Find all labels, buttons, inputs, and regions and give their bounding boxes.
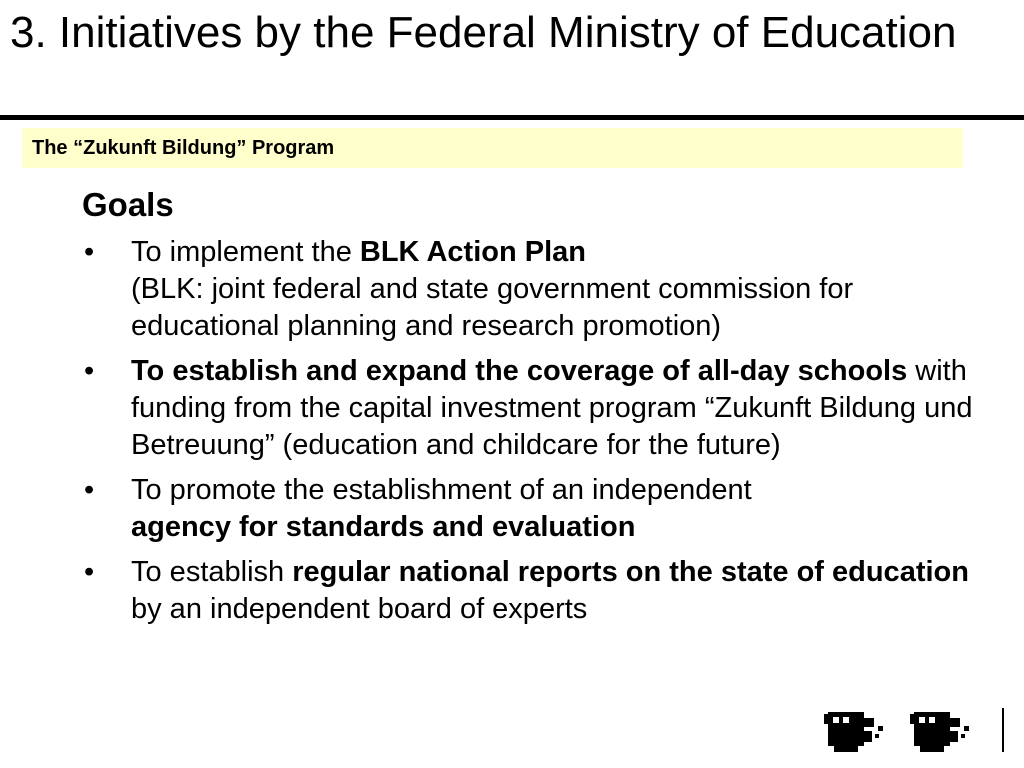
- program-subtitle-banner: [22, 128, 963, 168]
- goal-text: [131, 355, 972, 461]
- goal-text: [131, 556, 969, 625]
- goal-item-blk-action-plan: [82, 234, 1002, 345]
- goals-list: [82, 234, 1002, 636]
- goal-text-regular: by an independent board of experts: [131, 593, 588, 625]
- goal-text-regular: with funding from the capital investment program “Zukunft Bildung und Betreuung” (education and childcare for the future): [131, 355, 973, 461]
- goal-text-bold: To establish and expand the coverage of all-day schools: [131, 355, 908, 387]
- bullet-icon: •: [84, 236, 95, 268]
- goal-text-bold: agency for standards and evaluation: [131, 511, 636, 543]
- goals-heading: Goals: [82, 186, 174, 223]
- goal-text-regular: To promote the establishment of an independent: [131, 474, 752, 506]
- goal-item-national-reports: [82, 554, 1002, 628]
- double-profile-heads-logo-icon: [822, 700, 1012, 756]
- head-profile-left-icon: [824, 712, 883, 752]
- goal-text-note: (BLK: joint federal and state government commission for educational planning and research promotion): [131, 273, 854, 342]
- logo-divider: [1002, 708, 1004, 752]
- goal-item-all-day-schools: [82, 353, 1002, 464]
- goal-text-regular: To implement the: [131, 236, 360, 268]
- bullet-icon: •: [84, 556, 95, 588]
- bullet-icon: •: [84, 474, 95, 506]
- goal-text-bold: regular national reports on the state of education: [292, 556, 969, 588]
- head-profile-right-icon: [910, 712, 969, 752]
- goal-text: [131, 236, 853, 342]
- slide-title: 3. Initiatives by the Federal Ministry of Education: [10, 8, 957, 57]
- goal-text-bold: BLK Action Plan: [359, 236, 586, 268]
- title-divider: [0, 115, 1024, 120]
- goal-item-standards-agency: [82, 472, 1002, 546]
- goal-text: [131, 474, 752, 543]
- goal-text-regular: To establish: [131, 556, 293, 588]
- program-subtitle-text: The “Zukunft Bildung” Program: [32, 137, 335, 159]
- bullet-icon: •: [84, 355, 95, 387]
